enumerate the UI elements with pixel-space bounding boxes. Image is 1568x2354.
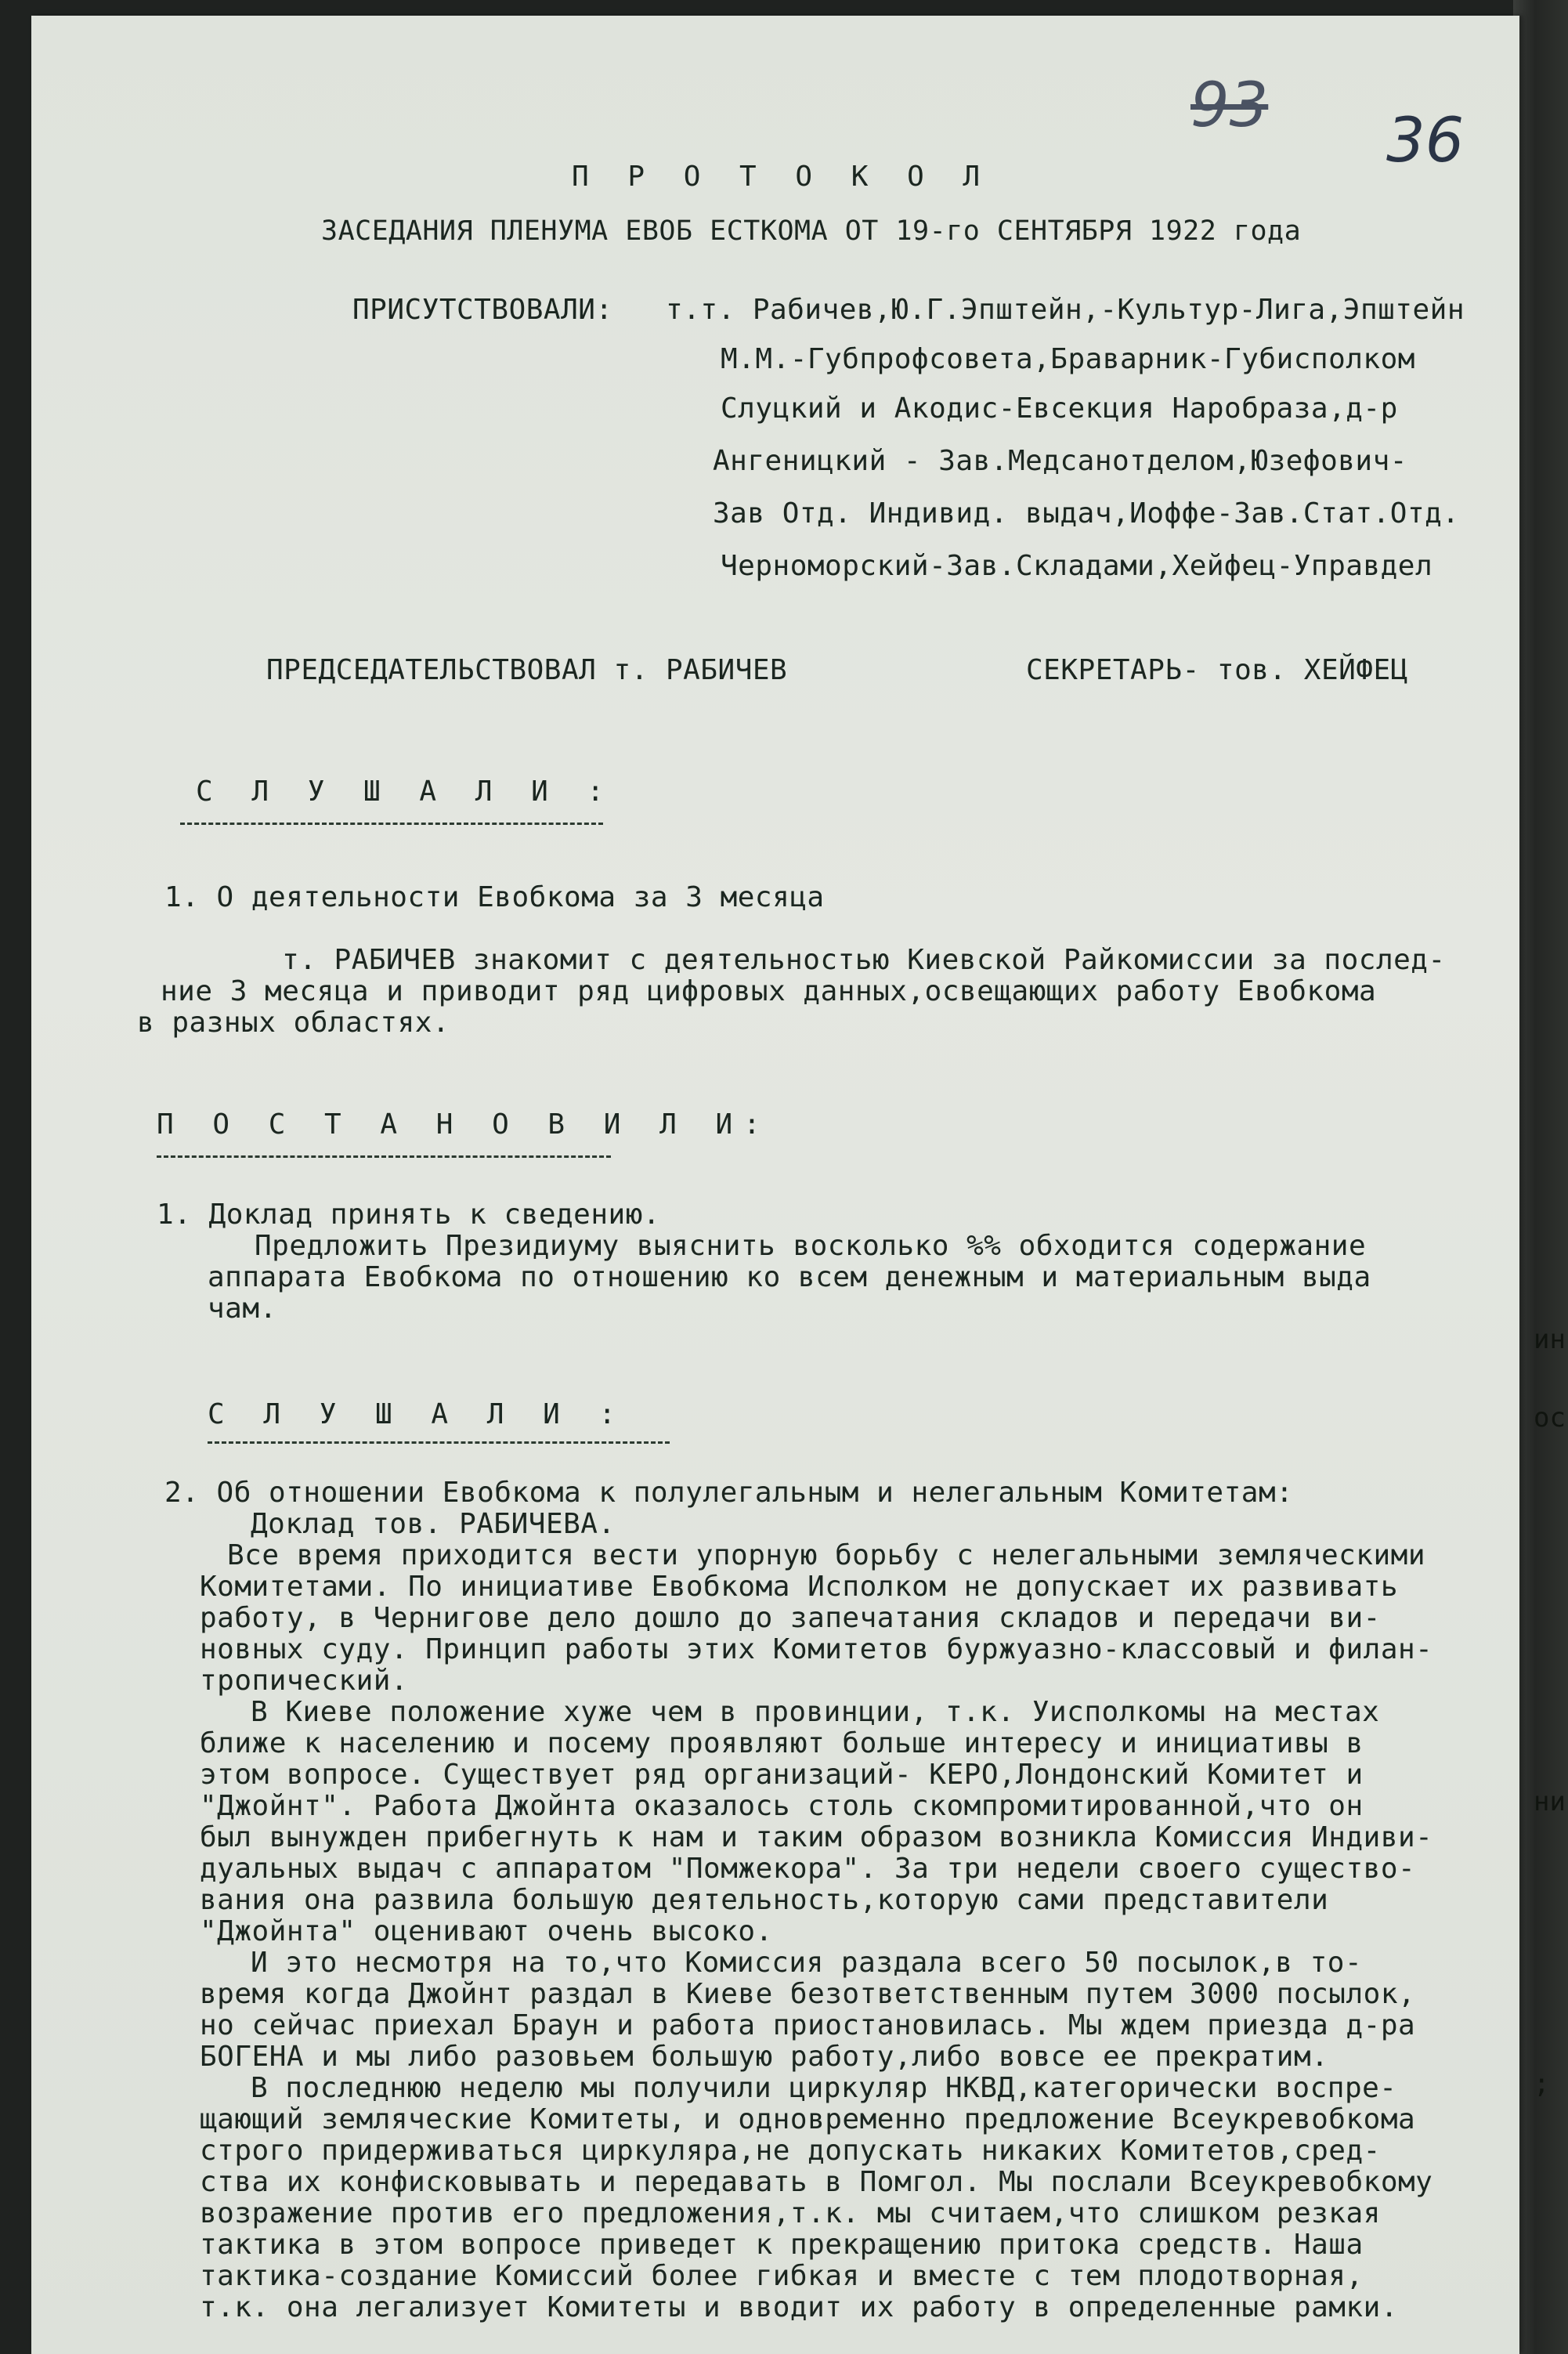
edge-fragment: ; — [1534, 2068, 1550, 2099]
paragraph-line: т.к. она легализует Комитеты и вводит их работу в определенные рамки. — [200, 2291, 1398, 2323]
paragraph-line: Предложить Президиуму выяснить восколько %% обходится содержание — [255, 1230, 1367, 1262]
paragraph-line: вания она развила большую деятельность,которую сами представители — [200, 1884, 1329, 1916]
paragraph-line: т. РАБИЧЕВ знакомит с деятельностью Киевской Райкомиссии за послед- — [282, 944, 1446, 976]
attendance-label: ПРИСУТСТВОВАЛИ: — [352, 294, 613, 326]
paragraph-line: этом вопросе. Существует ряд организаций- КЕРО,Лондонский Комитет и — [200, 1759, 1364, 1791]
attendance-line: т.т. Рабичев,Ю.Г.Эпштейн,-Культур-Лига,Эпштейн — [666, 294, 1465, 326]
section-heading: С Л У Ш А Л И : — [196, 776, 616, 808]
paragraph-line: ние 3 месяца и приводит ряд цифровых данных,освещающих работу Евобкома — [161, 975, 1377, 1007]
secretary: СЕКРЕТАРЬ- тов. ХЕЙФЕЦ — [1026, 654, 1408, 686]
paragraph-line: щающий земляческие Комитеты, и одновременно предложение Всеукревобкома — [200, 2103, 1416, 2135]
heading-underline — [180, 823, 603, 825]
paragraph-line: в разных областях. — [137, 1007, 450, 1039]
paragraph-line: возражение против его предложения,т.к. мы считаем,что слишком резкая — [200, 2197, 1381, 2229]
paragraph-line: дуальных выдач с аппаратом "Помжекора". За три недели своего существо- — [200, 1853, 1416, 1885]
document-subtitle: ЗАСЕДАНИЯ ПЛЕНУМА ЕВОБ ЕСТКОМА ОТ 19-го СЕНТЯБРЯ 1922 года — [321, 215, 1302, 247]
paragraph-line: И это несмотря на то,что Комиссия раздала всего 50 посылок,в то- — [251, 1947, 1363, 1979]
page-number: 36 — [1386, 106, 1465, 176]
binding-edge — [1513, 0, 1568, 2354]
edge-fragment: ни — [1534, 1786, 1566, 1817]
paragraph-line: БОГЕНА и мы либо разовьем большую работу,либо вовсе ее прекратим. — [200, 2041, 1329, 2073]
document-title: П Р О Т О К О Л — [572, 161, 992, 193]
paragraph-line: "Джойнт". Работа Джойнта оказалось столь скомпромитированной,что он — [200, 1790, 1364, 1822]
paragraph-line: ближе к населению и посему проявляют больше интересу и инициативы в — [200, 1727, 1364, 1759]
paragraph-line: строго придерживаться циркуляра,не допускать никаких Комитетов,сред- — [200, 2135, 1381, 2167]
attendance-line: Черноморский-Зав.Складами,Хейфец-Управдел — [721, 550, 1433, 582]
paragraph-line: ства их конфисковывать и передавать в Помгол. Мы послали Всеукревобкому — [200, 2166, 1433, 2198]
paragraph-line: Доклад тов. РАБИЧЕВА. — [251, 1508, 616, 1540]
paragraph-line: но сейчас приехал Браун и работа приостановилась. Мы ждем приезда д-ра — [200, 2009, 1416, 2041]
paragraph-line: Все время приходится вести упорную борьбу с нелегальными земляческими — [227, 1539, 1425, 1571]
edge-fragment: ос — [1534, 1402, 1566, 1434]
heading-underline — [208, 1441, 670, 1444]
paragraph-line: "Джойнта" оценивают очень высоко. — [200, 1915, 773, 1947]
heading-underline — [157, 1155, 611, 1158]
edge-fragment: ин — [1534, 1324, 1566, 1355]
paragraph-line: В последнюю неделю мы получили циркуляр НКВД,категорически воспре- — [251, 2072, 1397, 2104]
paragraph-line: время когда Джойнт раздал в Киеве безответственным путем 3000 посылок, — [200, 1978, 1416, 2010]
paragraph-line: тактика в этом вопросе приведет к прекращению притока средств. Наша — [200, 2229, 1364, 2261]
attendance-line: М.М.-Губпрофсовета,Браварник-Губисполком — [721, 343, 1415, 375]
paragraph-line: новных суду. Принцип работы этих Комитетов буржуазно-классовый и филан- — [200, 1633, 1433, 1665]
paragraph-line: Комитетами. По инициативе Евобкома Исполком не допускает их развивать — [200, 1571, 1398, 1603]
document-page — [31, 16, 1519, 2354]
crossed-page-number: 93 — [1190, 71, 1269, 141]
paragraph-line: тактика-создание Комиссий более гибкая и вместе с тем плодотворная, — [200, 2260, 1364, 2292]
chairman: ПРЕДСЕДАТЕЛЬСТВОВАЛ т. РАБИЧЕВ — [266, 654, 788, 686]
section-heading: С Л У Ш А Л И : — [208, 1398, 627, 1430]
paragraph-line: аппарата Евобкома по отношению ко всем денежным и материальным выда — [208, 1261, 1371, 1293]
agenda-item: 2. Об отношении Евобкома к полулегальным и нелегальным Комитетам: — [164, 1477, 1294, 1509]
attendance-line: Слуцкий и Акодис-Евсекция Наробраза,д-р — [721, 392, 1398, 425]
attendance-line: Зав Отд. Индивид. выдач,Иоффе-Зав.Стат.Отд. — [713, 497, 1460, 530]
paragraph-line: чам. — [208, 1293, 277, 1325]
attendance-line: Ангеницкий - Зав.Медсанотделом,Юзефович- — [713, 445, 1407, 477]
paragraph-line: В Киеве положение хуже чем в провинции, т.к. Уисполкомы на местах — [251, 1696, 1380, 1728]
section-heading: П О С Т А Н О В И Л И: — [157, 1108, 771, 1141]
agenda-item: 1. О деятельности Евобкома за 3 месяца — [164, 881, 825, 913]
paragraph-line: был вынужден прибегнуть к нам и таким образом возникла Комиссия Индиви- — [200, 1821, 1433, 1853]
paragraph-line: работу, в Чернигове дело дошло до запечатания складов и передачи ви- — [200, 1602, 1381, 1634]
paragraph-line: тропический. — [200, 1665, 409, 1697]
agenda-item: 1. Доклад принять к сведению. — [157, 1199, 661, 1231]
